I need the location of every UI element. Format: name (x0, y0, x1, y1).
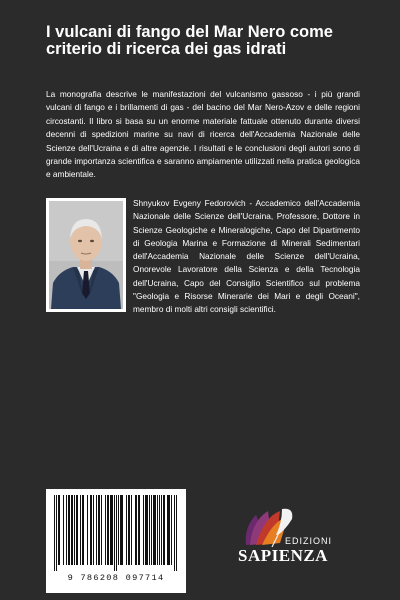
barcode-bar (131, 495, 132, 565)
barcode-bar (93, 495, 94, 565)
barcode-bar (128, 495, 130, 565)
barcode-bar (167, 495, 170, 565)
barcode-bar (82, 495, 84, 565)
barcode-bar (171, 495, 172, 565)
book-description: La monografia descrive le manifestazioni del vulcanismo gassoso - i più grandi vulcani di fango e i brillamenti di gas - del bacino del Mar Nero-Azov e delle regioni circostanti. Il libro si basa su un enorme materiale fattuale ottenuto durante diversi decenni di spedizioni marine su navi di ricerca dell'Accademia Nazionale delle Scienze dell'Ucraina e di altre agenzie. I risultati e le conclusioni degli autori sono di grande importanza scientifica e saranno ampiamente utilizzati nella pratica geologica e ambientale. (46, 89, 360, 180)
author-portrait-icon (49, 201, 123, 309)
isbn-barcode (46, 489, 186, 593)
barcode-bar (80, 495, 81, 565)
barcode-bar (174, 495, 175, 571)
barcode-bar (163, 495, 165, 565)
barcode-bar (145, 495, 148, 565)
barcode-bar (149, 495, 150, 565)
barcode-bar (114, 495, 115, 571)
barcode-bar (87, 495, 88, 565)
barcode-bar (54, 495, 55, 571)
barcode-bar (116, 495, 117, 571)
barcode-bar (110, 495, 113, 565)
barcode-icon (54, 495, 178, 571)
barcode-bar (118, 495, 119, 565)
barcode-bar (120, 495, 123, 565)
barcode-bar (68, 495, 70, 565)
barcode-bar (90, 495, 92, 565)
publisher-name-main: SAPIENZA (238, 546, 328, 565)
barcode-bar (76, 495, 78, 565)
barcode-bar (176, 495, 177, 571)
barcode-bar (159, 495, 160, 565)
barcode-bar (96, 495, 97, 565)
barcode-bar (107, 495, 109, 565)
barcode-bar (105, 495, 106, 565)
barcode-bar (74, 495, 75, 565)
author-bio: Shnyukov Evgeny Fedorovich - Accademico dell'Accademia Nazionale delle Scienze dell'Ucraina, Professore, Dottore in Scienze Geologiche e Mineralogiche, Capo del Dipartimento di Geologia Marina e Formazione di Minerali Sedimentari dell'Accademia Nazionale delle Scienze dell'Ucraina, Onorevole Lavoratore della Scienza e della Tecnologia dell'Ucraina, Capo del Consiglio Scientifico sul problema "Geologia e Risorse Minerarie dei Mari e degli Oceani", membro di molti altri consigli scientifici. (133, 198, 360, 315)
barcode-bar (138, 495, 140, 565)
barcode-bar (157, 495, 158, 565)
publisher-logo (238, 505, 358, 565)
barcode-bar (153, 495, 156, 565)
isbn-number: 9 786208 097714 (67, 573, 165, 583)
barcode-bar (135, 495, 137, 565)
barcode-bar (98, 495, 100, 565)
barcode-bar (161, 495, 162, 565)
book-title: I vulcani di fango del Mar Nero come criterio di ricerca dei gas idrati (46, 23, 333, 58)
author-photo (46, 198, 126, 312)
barcode-bar (58, 495, 60, 565)
barcode-bar (66, 495, 67, 565)
barcode-bar (126, 495, 127, 565)
barcode-bar (151, 495, 152, 565)
barcode-bar (143, 495, 144, 565)
publisher-name-top: EDIZIONI (285, 536, 333, 546)
barcode-bar (71, 495, 73, 565)
barcode-bar (63, 495, 64, 565)
barcode-bar (56, 495, 57, 571)
barcode-bar (101, 495, 102, 565)
